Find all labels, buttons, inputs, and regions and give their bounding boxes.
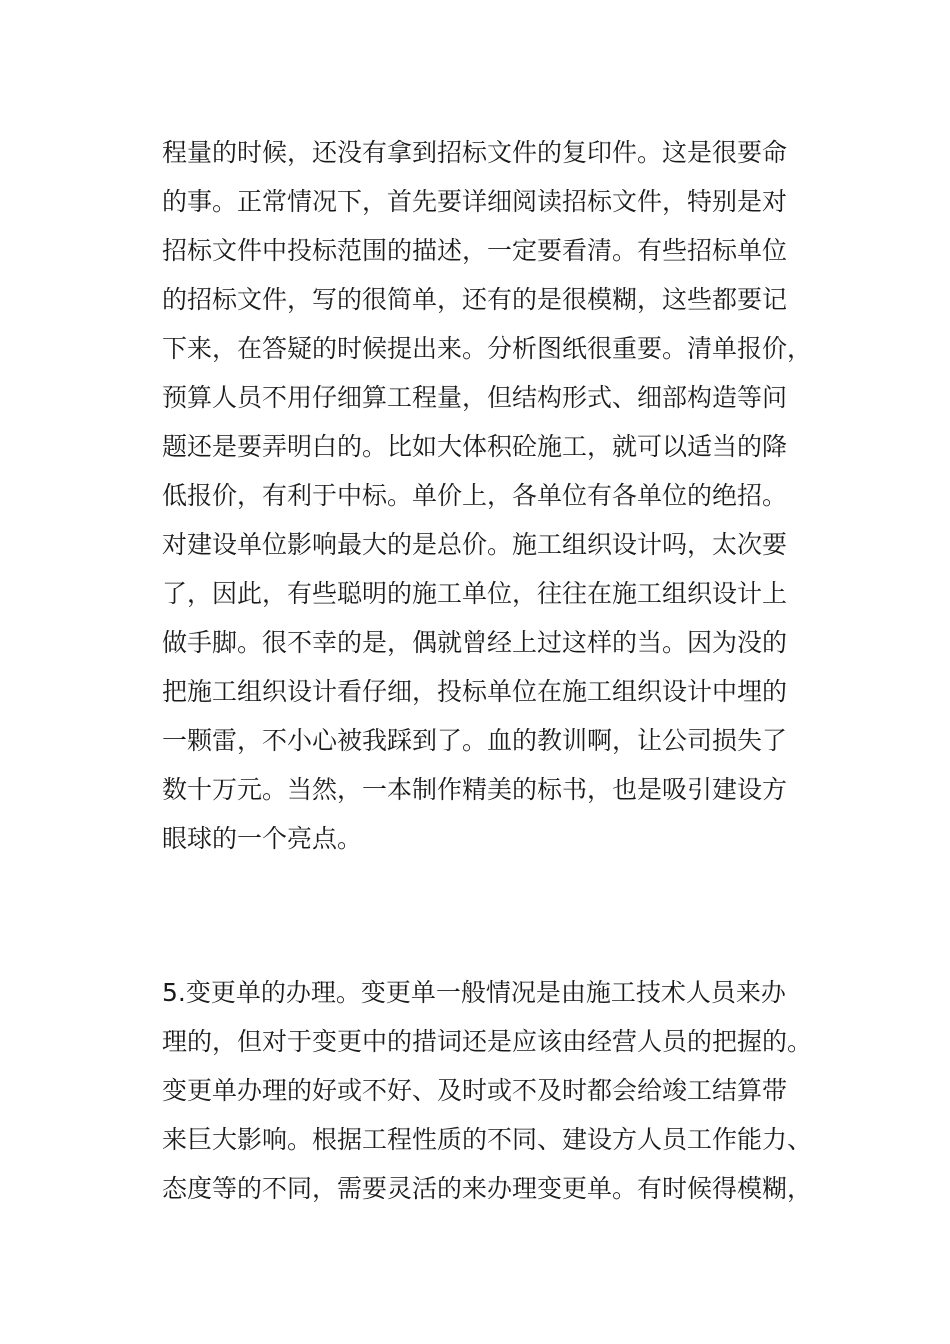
paragraph-line: 预算人员不用仔细算工程量，但结构形式、细部构造等问 <box>162 383 788 412</box>
paragraph-line: 变更单办理的好或不好、及时或不及时都会给竣工结算带 <box>162 1076 788 1105</box>
paragraph-line: 5.变更单的办理。变更单一般情况是由施工技术人员来办 <box>162 978 786 1007</box>
paragraph-line: 理的，但对于变更中的措词还是应该由经营人员的把握的。 <box>162 1027 813 1056</box>
paragraph-line: 的事。正常情况下，首先要详细阅读招标文件，特别是对 <box>162 187 788 216</box>
paragraph-line: 下来，在答疑的时候提出来。分析图纸很重要。清单报价， <box>162 334 813 363</box>
paragraph-line: 了，因此，有些聪明的施工单位，往往在施工组织设计上 <box>162 579 788 608</box>
paragraph-line: 态度等的不同，需要灵活的来办理变更单。有时候得模糊， <box>162 1174 813 1203</box>
paragraph-line: 低报价，有利于中标。单价上，各单位有各单位的绝招。 <box>162 481 788 510</box>
paragraph-line: 数十万元。当然，一本制作精美的标书，也是吸引建设方 <box>162 775 788 804</box>
body-paragraph-1 <box>162 128 822 863</box>
paragraph-line: 来巨大影响。根据工程性质的不同、建设方人员工作能力、 <box>162 1125 813 1154</box>
paragraph-line: 程量的时候，还没有拿到招标文件的复印件。这是很要命 <box>162 138 788 167</box>
paragraph-line: 对建设单位影响最大的是总价。施工组织设计吗，太次要 <box>162 530 788 559</box>
paragraph-line: 做手脚。很不幸的是，偶就曾经上过这样的当。因为没的 <box>162 628 788 657</box>
paragraph-line: 题还是要弄明白的。比如大体积砼施工，就可以适当的降 <box>162 432 788 461</box>
body-paragraph-2 <box>162 968 822 1213</box>
paragraph-line: 的招标文件，写的很简单，还有的是很模糊，这些都要记 <box>162 285 788 314</box>
paragraph-line: 一颗雷，不小心被我踩到了。血的教训啊，让公司损失了 <box>162 726 788 755</box>
paragraph-line: 把施工组织设计看仔细，投标单位在施工组织设计中埋的 <box>162 677 788 706</box>
paragraph-line: 招标文件中投标范围的描述，一定要看清。有些招标单位 <box>162 236 788 265</box>
paragraph-line: 眼球的一个亮点。 <box>162 824 363 853</box>
